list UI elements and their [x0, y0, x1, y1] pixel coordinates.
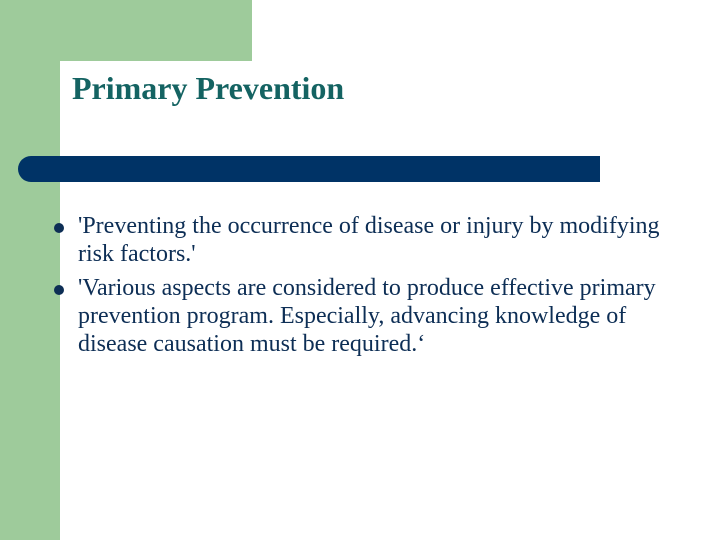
bullet-text: 'Preventing the occurrence of disease or injury by modifying risk factors.' — [78, 213, 660, 267]
title-underline-bar — [18, 156, 600, 182]
bullet-text: 'Various aspects are considered to produce effective primary prevention program. Especially, advancing knowledge of disease causation must be required.‘ — [78, 275, 656, 357]
bullet-item — [50, 212, 690, 268]
bullet-item — [50, 274, 690, 358]
slide-title: Primary Prevention — [72, 70, 345, 106]
bullet-dot-icon — [54, 285, 64, 295]
bullet-list — [50, 212, 690, 364]
bullet-dot-icon — [54, 223, 64, 233]
